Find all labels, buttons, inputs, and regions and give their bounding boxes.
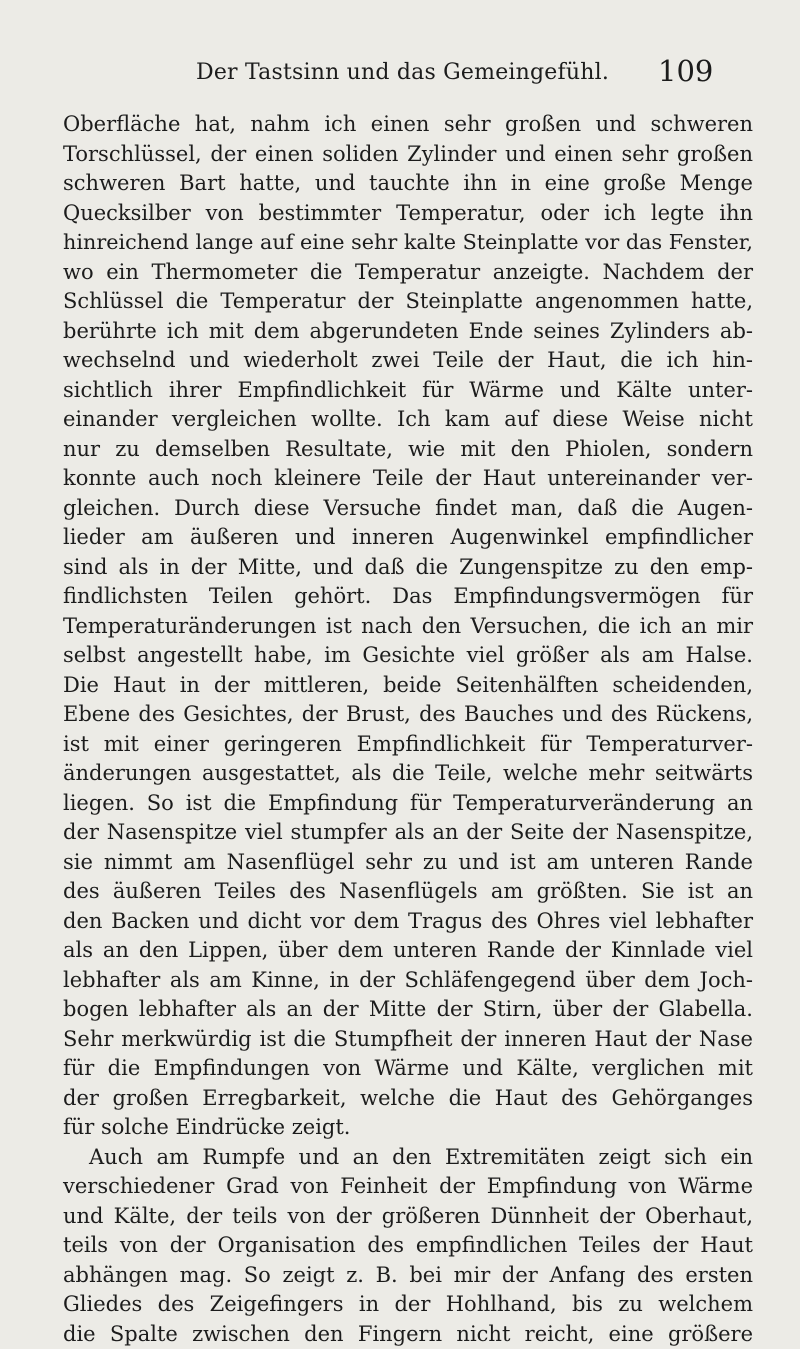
text-line: Quecksilber von bestimmter Temperatur, oder ich legte ihn bbox=[63, 199, 753, 229]
text-line: selbst angestellt habe, im Gesichte viel größer als am Halse. bbox=[63, 641, 753, 671]
page-header bbox=[0, 54, 800, 94]
text-line: für die Empfindungen von Wärme und Kälte, verglichen mit bbox=[63, 1054, 753, 1084]
text-line: als an den Lippen, über dem unteren Rande der Kinnlade viel bbox=[63, 936, 753, 966]
text-line: die Spalte zwischen den Fingern nicht reicht, eine größere bbox=[63, 1320, 753, 1349]
text-line: abhängen mag. So zeigt z. B. bei mir der Anfang des ersten bbox=[63, 1261, 753, 1291]
text-line: der Nasenspitze viel stumpfer als an der Seite der Nasenspitze, bbox=[63, 818, 753, 848]
text-line: teils von der Organisation des empfindlichen Teiles der Haut bbox=[63, 1231, 753, 1261]
text-line: des äußeren Teiles des Nasenflügels am größten. Sie ist an bbox=[63, 877, 753, 907]
text-line: verschiedener Grad von Feinheit der Empfindung von Wärme bbox=[63, 1172, 753, 1202]
text-line: Oberfläche hat, nahm ich einen sehr großen und schweren bbox=[63, 110, 753, 140]
text-line: einander vergleichen wollte. Ich kam auf diese Weise nicht bbox=[63, 405, 753, 435]
text-line: Schlüssel die Temperatur der Steinplatte angenommen hatte, bbox=[63, 287, 753, 317]
text-line: hinreichend lange auf eine sehr kalte Steinplatte vor das Fenster, bbox=[63, 228, 753, 258]
body-text bbox=[63, 110, 753, 1349]
text-line: und Kälte, der teils von der größeren Dünnheit der Oberhaut, bbox=[63, 1202, 753, 1232]
text-line: Ebene des Gesichtes, der Brust, des Bauches und des Rückens, bbox=[63, 700, 753, 730]
text-line: gleichen. Durch diese Versuche findet man, daß die Augen- bbox=[63, 494, 753, 524]
text-line: Die Haut in der mittleren, beide Seitenhälften scheidenden, bbox=[63, 671, 753, 701]
text-line: Auch am Rumpfe und an den Extremitäten zeigt sich ein bbox=[63, 1143, 753, 1173]
text-line: Torschlüssel, der einen soliden Zylinder und einen sehr großen bbox=[63, 140, 753, 170]
text-line: findlichsten Teilen gehört. Das Empfindungsvermögen für bbox=[63, 582, 753, 612]
page-number: 109 bbox=[658, 54, 713, 88]
text-line: wo ein Thermometer die Temperatur anzeigte. Nachdem der bbox=[63, 258, 753, 288]
text-line: sie nimmt am Nasenflügel sehr zu und ist am unteren Rande bbox=[63, 848, 753, 878]
text-line: Temperaturänderungen ist nach den Versuchen, die ich an mir bbox=[63, 612, 753, 642]
text-line: lebhafter als am Kinne, in der Schläfengegend über dem Joch- bbox=[63, 966, 753, 996]
text-line: der großen Erregbarkeit, welche die Haut des Gehörganges bbox=[63, 1084, 753, 1114]
text-line: ist mit einer geringeren Empfindlichkeit für Temperaturver- bbox=[63, 730, 753, 760]
text-line: für solche Eindrücke zeigt. bbox=[63, 1113, 753, 1143]
text-line: berührte ich mit dem abgerundeten Ende seines Zylinders ab- bbox=[63, 317, 753, 347]
text-line: bogen lebhafter als an der Mitte der Stirn, über der Glabella. bbox=[63, 995, 753, 1025]
text-line: Gliedes des Zeigefingers in der Hohlhand, bis zu welchem bbox=[63, 1290, 753, 1320]
text-line: den Backen und dicht vor dem Tragus des Ohres viel lebhafter bbox=[63, 907, 753, 937]
running-head: Der Tastsinn und das Gemeingefühl. bbox=[196, 60, 609, 85]
text-line: lieder am äußeren und inneren Augenwinkel empfindlicher bbox=[63, 523, 753, 553]
text-line: sichtlich ihrer Empfindlichkeit für Wärme und Kälte unter- bbox=[63, 376, 753, 406]
text-line: änderungen ausgestattet, als die Teile, welche mehr seitwärts bbox=[63, 759, 753, 789]
text-line: wechselnd und wiederholt zwei Teile der Haut, die ich hin- bbox=[63, 346, 753, 376]
text-line: schweren Bart hatte, und tauchte ihn in eine große Menge bbox=[63, 169, 753, 199]
text-line: sind als in der Mitte, und daß die Zungenspitze zu den emp- bbox=[63, 553, 753, 583]
text-line: nur zu demselben Resultate, wie mit den Phiolen, sondern bbox=[63, 435, 753, 465]
text-line: Sehr merkwürdig ist die Stumpfheit der inneren Haut der Nase bbox=[63, 1025, 753, 1055]
text-line: konnte auch noch kleinere Teile der Haut untereinander ver- bbox=[63, 464, 753, 494]
text-line: liegen. So ist die Empfindung für Temperaturveränderung an bbox=[63, 789, 753, 819]
